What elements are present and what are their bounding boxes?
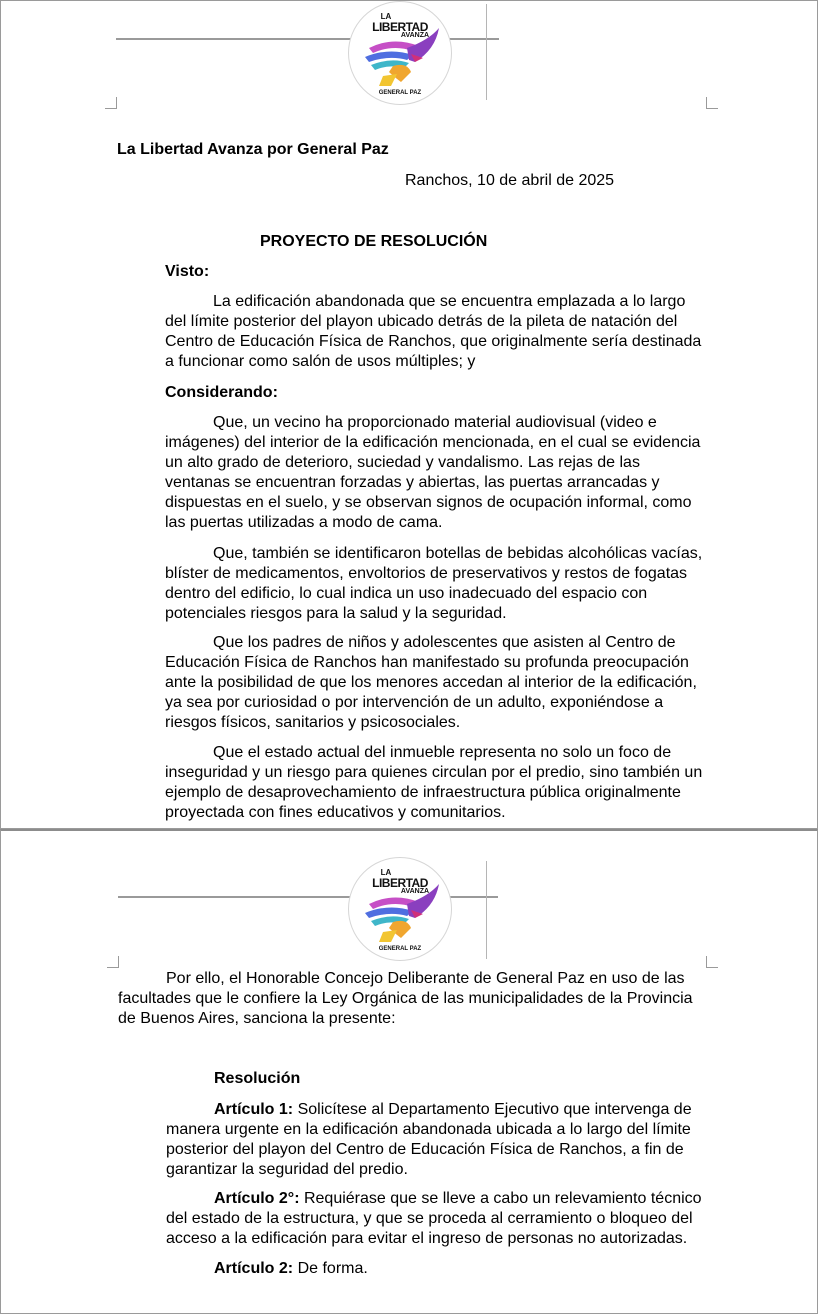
document-page-2 [0,829,818,1314]
article-2 [166,1189,706,1249]
document-date: Ranchos, 10 de abril de 2025 [405,172,615,189]
margin-corner-left [107,956,119,968]
logo-text-avanza: AVANZA [400,888,430,895]
logo-text-avanza: AVANZA [400,32,430,39]
logo-text-la: LA [380,868,392,877]
article-1 [166,1100,706,1180]
considerando-paragraph-4: Que el estado actual del inmueble representa no solo un foco de inseguridad y un riesgo para quienes circulan por el predio, sino también un ejemplo de desaprovechamiento de infraestructura pública originalmente proyectada con fines educativos y comunitarios. [165,744,703,821]
por-ello-paragraph: Por ello, el Honorable Concejo Deliberante de General Paz en uso de las facultades que le confiere la Ley Orgánica de las municipalidades de la Provincia de Buenos Aires, sanciona la presente: [118,970,693,1027]
considerando-paragraph-3: Que los padres de niños y adolescentes que asisten al Centro de Educación Física de Ranchos han manifestado su profunda preocupación ante la posibilidad de que los menores accedan al interior de la edificación, ya sea por curiosidad o por intervención de un adulto, exponiéndose a riesgos físicos, sanitarios y psicosociales. [165,634,697,731]
considerando-paragraph-1: Que, un vecino ha proporcionado material audiovisual (video e imágenes) del interior de la edificación mencionada, en el cual se evidencia un alto grado de deterioro, suciedad y vandalismo. Las rejas de las ventanas se encuentran forzadas y abiertas, las puertas arrancadas y dispuestas en el suelo, y se observan signos de ocupación informal, como las puertas utilizadas a modo de cama. [165,414,701,531]
article-2-text: Requiérase que se lleve a cabo un relevamiento técnico del estado de la estructura, y que se proceda al cerramiento o bloqueo del acceso a la edificación para evitar el ingreso de personas no autorizadas. [166,1190,702,1247]
logo-text-la: LA [380,12,392,21]
party-logo [348,1,452,105]
article-2-label: Artículo 2°: [214,1190,300,1207]
resolucion-heading: Resolución [214,1070,301,1087]
logo-text-libertad: LIBERTAD [372,876,428,890]
party-logo [348,857,452,961]
document-title: PROYECTO DE RESOLUCIÓN [260,233,488,250]
logo-text-general-paz: GENERAL PAZ [378,90,422,96]
visto-heading: Visto: [165,263,210,280]
visto-paragraph: La edificación abandonada que se encuentra emplazada a lo largo del límite posterior del playon ubicado detrás de la pileta de natación del Centro de Educación Física de Ranchos, que originalmente sería destinada a funcionar como salón de usos múltiples; y [165,293,702,370]
article-1-label: Artículo 1: [214,1101,294,1118]
article-1-text: Solicítese al Departamento Ejecutivo que intervenga de manera urgente en la edificación abandonada ubicada a lo largo del límite posterior del playon del Centro de Educación Física de Ranchos, a fin de garantizar la seguridad del predio. [166,1101,692,1178]
considerando-paragraph-2: Que, también se identificaron botellas de bebidas alcohólicas vacías, blíster de medicamentos, envoltorios de preservativos y restos de fogatas dentro del edificio, lo cual indica un uso inadecuado del espacio con potenciales riesgos para la salud y la seguridad. [165,545,703,622]
header-vertical-rule [486,861,487,959]
logo-text-libertad: LIBERTAD [372,20,428,34]
article-3 [166,1259,706,1279]
article-3-text: De forma. [293,1260,368,1277]
logo-text-general-paz: GENERAL PAZ [378,946,422,952]
margin-corner-right [706,97,718,109]
margin-corner-right [706,956,718,968]
article-3-label: Artículo 2: [214,1260,294,1277]
considerando-heading: Considerando: [165,384,278,401]
margin-corner-left [105,97,117,109]
header-vertical-rule [486,4,487,100]
party-name: La Libertad Avanza por General Paz [117,141,389,158]
